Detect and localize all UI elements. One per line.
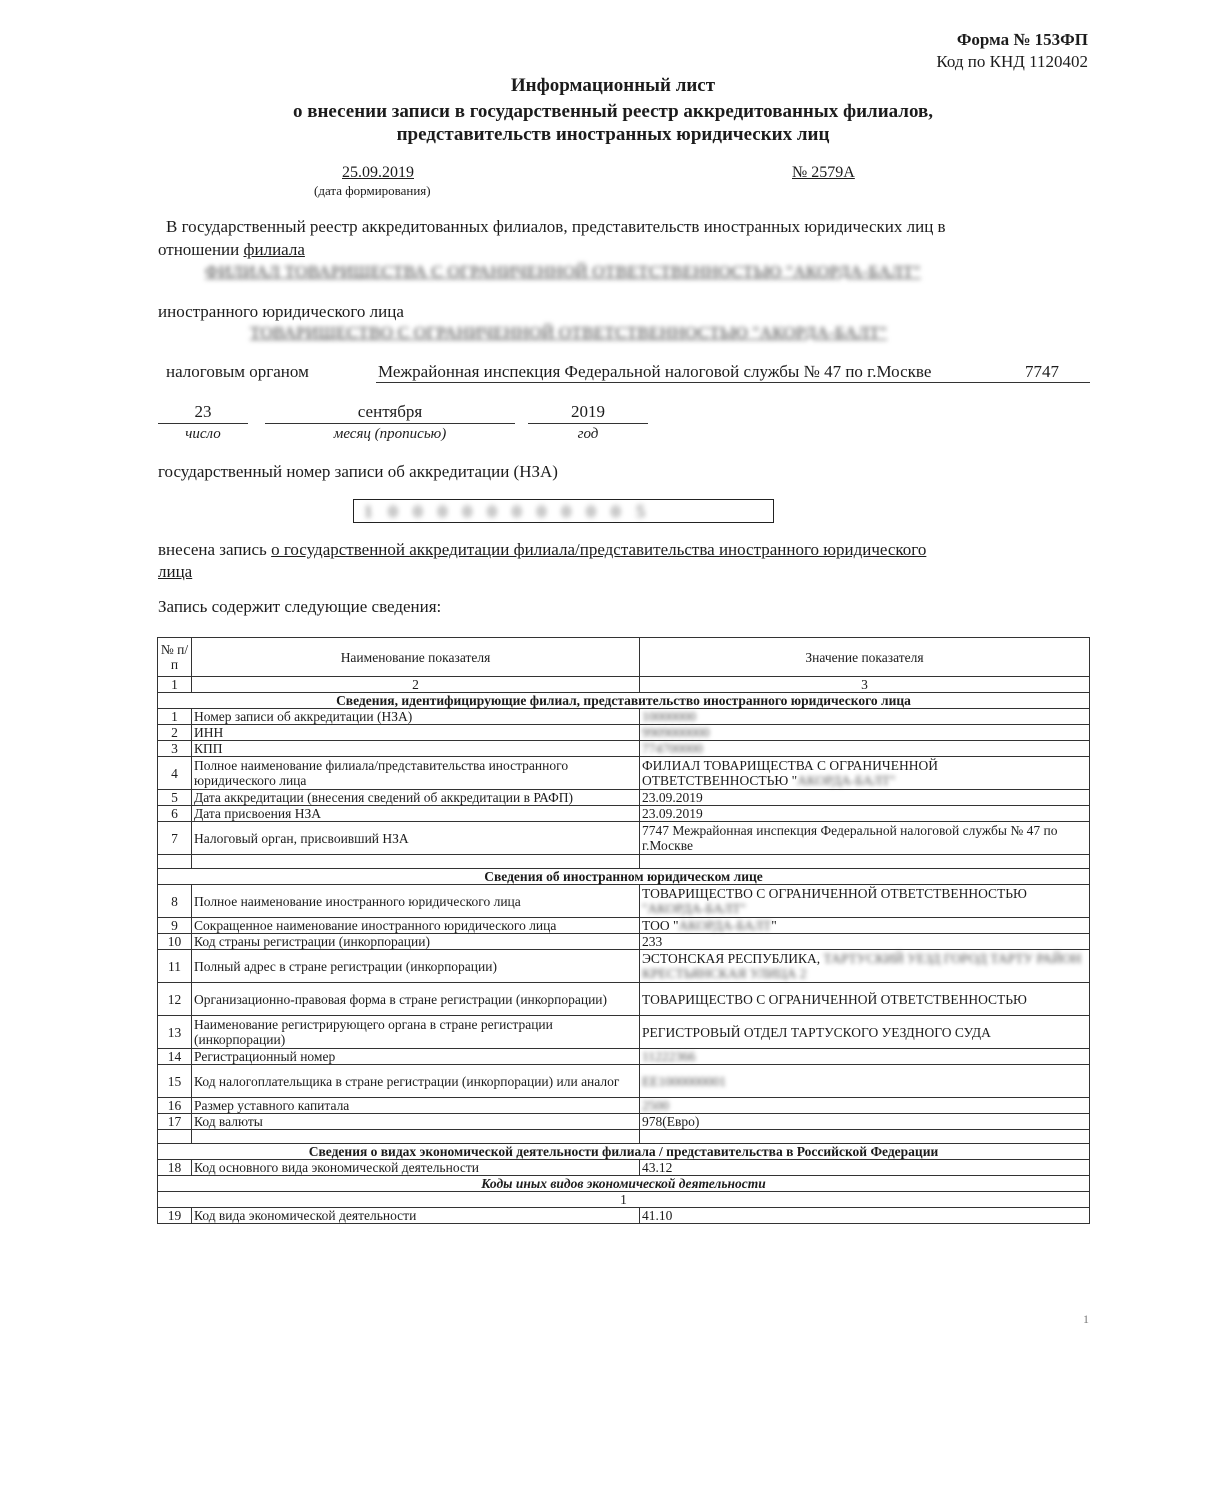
formation-date-caption: (дата формирования) (314, 183, 431, 198)
nza-label: государственный номер записи об аккредитации (НЗА) (158, 462, 558, 481)
redacted-value: 9909000000 (642, 725, 710, 740)
section-heading: Сведения, идентифицирующие филиал, представительство иностранного юридического лица (158, 693, 1090, 709)
day-caption: число (185, 426, 221, 442)
doc-subtitle-2: представительств иностранных юридических лиц (396, 124, 830, 145)
contains-label: Запись содержит следующие сведения: (158, 597, 442, 616)
redacted-value: 774700000 (642, 741, 703, 756)
redacted-value: АКОРДА-БАЛТ (678, 918, 772, 933)
table-row: 11 Полный адрес в стране регистрации (инкорпорации) ЭСТОНСКАЯ РЕСПУБЛИКА, ТАРТУСКИЙ УЕЗД ГОРОД ТАРТУ РАЙОН КРЕСТЬЯНСКАЯ УЛИЦА 2 (158, 950, 1090, 983)
table-row: 15 Код налогоплательщика в стране регистрации (инкорпорации) или аналог EE1000000001 (158, 1065, 1090, 1098)
table-row: 7 Налоговый орган, присвоивший НЗА 7747 Межрайонная инспекция Федеральной налоговой службы № 47 по г.Москве (158, 822, 1090, 855)
tax-authority-name: Межрайонная инспекция Федеральной налоговой службы № 47 по г.Москве (378, 362, 932, 381)
entry-line-1: внесена запись о государственной аккредитации филиала/представительства иностранного юридического (158, 540, 927, 559)
redacted-value: 2500 (642, 1098, 669, 1113)
subsection-heading: Коды иных видов экономической деятельности (158, 1176, 1090, 1192)
table-header-row (158, 638, 1090, 677)
intro-line-1: В государственный реестр аккредитованных филиалов, представительств иностранных юридических лиц в (166, 217, 946, 236)
month-underline (265, 423, 515, 424)
table-row: 19 Код вида экономической деятельности 41.10 (158, 1208, 1090, 1224)
table-row: 4 Полное наименование филиала/представительства иностранного юридического лица ФИЛИАЛ ТОВАРИЩЕСТВА С ОГРАНИЧЕННОЙ ОТВЕТСТВЕННОСТЬЮ "АКОРДА-БАЛТ" (158, 757, 1090, 790)
foreign-entity-label: иностранного юридического лица (158, 302, 404, 321)
nza-value-box (353, 499, 774, 523)
table-row: 10 Код страны регистрации (инкорпорации) 233 (158, 934, 1090, 950)
header-num: № п/п (158, 638, 192, 677)
branch-name-redacted: ФИЛИАЛ ТОВАРИЩЕСТВА С ОГРАНИЧЕННОЙ ОТВЕТСТВЕННОСТЬЮ "АКОРДА-БАЛТ" (205, 262, 921, 281)
table-row: 9 Сокращенное наименование иностранного юридического лица ТОО "АКОРДА-БАЛТ" (158, 918, 1090, 934)
tax-authority-label: налоговым органом (166, 362, 309, 381)
section-heading: Сведения о видах экономической деятельности филиала / представительства в Российской Федерации (158, 1144, 1090, 1160)
table-row: 3 КПП 774700000 (158, 741, 1090, 757)
page-number: 1 (1083, 1312, 1089, 1326)
table-row: 14 Регистрационный номер 11222366 (158, 1049, 1090, 1065)
table-row: 12 Организационно-правовая форма в стране регистрации (инкорпорации) ТОВАРИЩЕСТВО С ОГРАНИЧЕННОЙ ОТВЕТСТВЕННОСТЬЮ (158, 983, 1090, 1016)
record-month: сентября (357, 402, 423, 421)
tax-authority-underline (376, 382, 1090, 383)
redacted-value: EE1000000001 (642, 1073, 726, 1089)
redacted-value: АКОРДА-БАЛТ" (797, 773, 896, 788)
section-heading: Сведения об иностранном юридическом лице (158, 869, 1090, 885)
table-row: 1 Номер записи об аккредитации (НЗА) 10000000 (158, 709, 1090, 725)
table-row: 1 (158, 1192, 1090, 1208)
table-row: 6 Дата присвоения НЗА 23.09.2019 (158, 806, 1090, 822)
nza-value-redacted: 1 0 0 0 0 0 0 0 0 0 0 5 (364, 502, 651, 521)
table-row: 5 Дата аккредитации (внесения сведений об аккредитации в РАФП) 23.09.2019 (158, 790, 1090, 806)
month-caption: месяц (прописью) (333, 426, 447, 442)
formation-date: 25.09.2019 (342, 164, 414, 181)
form-number: Форма № 153ФП (956, 30, 1088, 49)
branch-type-link: филиала (243, 240, 305, 259)
table-row: 2 ИНН 9909000000 (158, 725, 1090, 741)
year-caption: год (577, 426, 599, 442)
tax-authority-code: 7747 (1025, 362, 1059, 381)
doc-subtitle-1: о внесении записи в государственный реестр аккредитованных филиалов, (292, 101, 934, 122)
knd-code: Код по КНД 1120402 (936, 52, 1088, 71)
entry-line-2: лица (158, 562, 193, 581)
entry-type: о государственной аккредитации филиала/представительства иностранного юридического (271, 540, 927, 559)
table-row: 8 Полное наименование иностранного юридического лица ТОВАРИЩЕСТВО С ОГРАНИЧЕННОЙ ОТВЕТСТВЕННОСТЬЮ "АКОРДА-БАЛТ" (158, 885, 1090, 918)
foreign-entity-name-redacted: ТОВАРИЩЕСТВО С ОГРАНИЧЕННОЙ ОТВЕТСТВЕННОСТЬЮ "АКОРДА-БАЛТ" (250, 323, 888, 342)
record-year: 2019 (571, 402, 605, 421)
table-row: 13 Наименование регистрирующего органа в стране регистрации (инкорпорации) РЕГИСТРОВЫЙ ОТДЕЛ ТАРТУСКОГО УЕЗДНОГО СУДА (158, 1016, 1090, 1049)
header-value: Значение показателя (640, 638, 1090, 677)
doc-title: Информационный лист (510, 75, 716, 96)
redacted-value: 11222366 (642, 1049, 696, 1064)
details-table (157, 637, 1090, 1224)
table-empty-row (158, 1130, 1090, 1144)
table-row: 16 Размер уставного капитала 2500 (158, 1098, 1090, 1114)
table-row: 17 Код валюты 978(Евро) (158, 1114, 1090, 1130)
header-name: Наименование показателя (192, 638, 640, 677)
redacted-value: ТАРТУСКИЙ УЕЗД ГОРОД ТАРТУ РАЙОН КРЕСТЬЯНСКАЯ УЛИЦА 2 (642, 951, 1082, 981)
redacted-value: 10000000 (642, 709, 696, 724)
record-day: 23 (194, 402, 212, 421)
table-row: 18 Код основного вида экономической деятельности 43.12 (158, 1160, 1090, 1176)
document-number: № 2579А (792, 164, 855, 181)
redacted-value: "АКОРДА-БАЛТ" (642, 901, 746, 916)
table-index-row: 1 2 3 (158, 677, 1090, 693)
intro-line-2: отношении филиала (158, 240, 305, 259)
day-underline (158, 423, 248, 424)
table-empty-row (158, 855, 1090, 869)
year-underline (528, 423, 648, 424)
